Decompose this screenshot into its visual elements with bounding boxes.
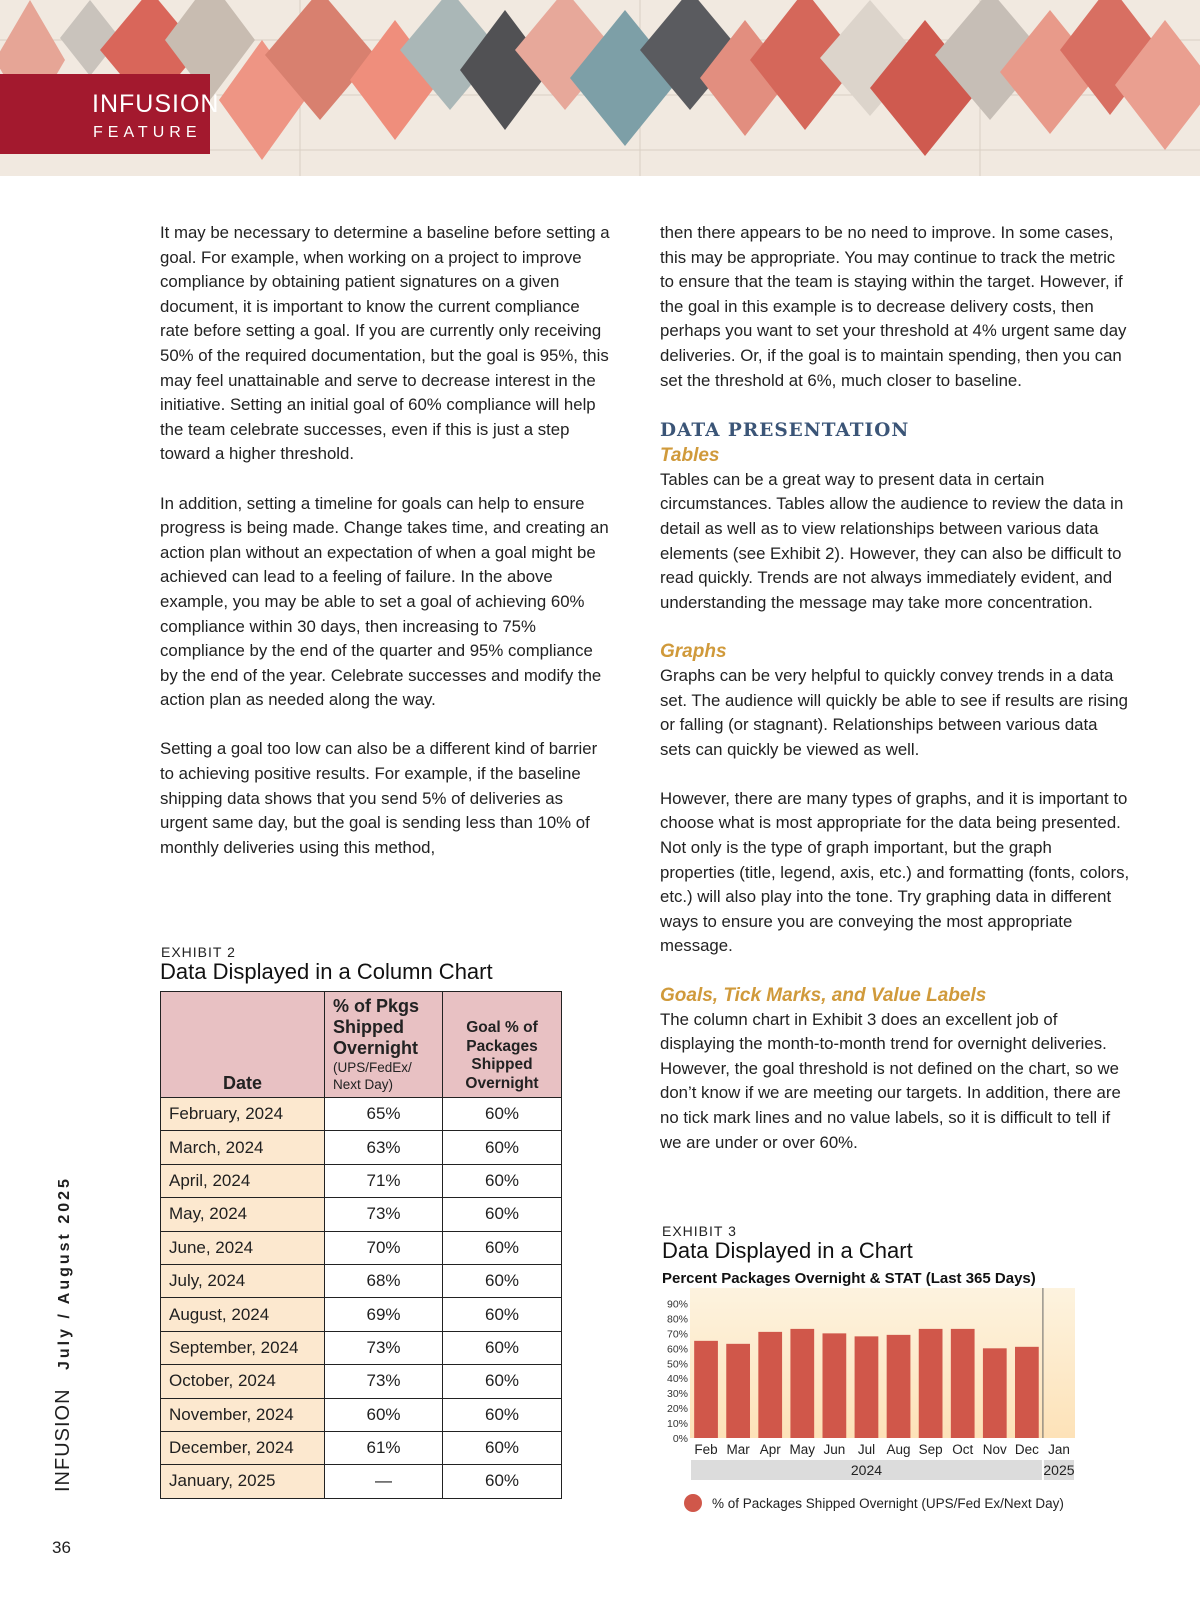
x-tick-label: Sep <box>918 1442 943 1457</box>
row-pct: 71% <box>325 1164 443 1197</box>
chart-svg <box>660 1266 1090 1516</box>
row-goal: 60% <box>443 1098 562 1131</box>
row-goal: 60% <box>443 1231 562 1264</box>
side-brand: INFUSION <box>52 1388 74 1492</box>
y-tick-label: 10% <box>666 1418 688 1431</box>
left-column <box>160 221 610 885</box>
header-pct-pkgs-sub: (UPS/FedEx/ Next Day) <box>333 1060 412 1092</box>
row-date: October, 2024 <box>161 1365 325 1398</box>
row-pct: 65% <box>325 1098 443 1131</box>
row-date: February, 2024 <box>161 1098 325 1131</box>
y-tick-label: 70% <box>666 1328 688 1341</box>
side-issue-label <box>52 1176 75 1492</box>
paragraph: Tables can be a great way to present data in certain circumstances. Tables allow the audience to review the data in detail as well as to view relationships between various data elements (see Exhibit 2). However, they can also be difficult to read quickly. Trends are not always immediately evident, and understanding the message may take more concentration. <box>660 469 1124 612</box>
page-number: 36 <box>52 1538 71 1557</box>
row-goal: 60% <box>443 1164 562 1197</box>
row-pct: 73% <box>325 1331 443 1364</box>
header-banner <box>0 0 1200 176</box>
table-row <box>161 1198 562 1231</box>
year-label: 2024 <box>850 1462 883 1478</box>
paragraph: However, there are many types of graphs, and it is important to choose what is most appropriate for the data being presented. Not only is the type of graph important, but the graph properties (title, legend, axis, etc.) and formatting (fonts, colors, etc.) will also play into the tone. Try graphing data in different ways to ensure you are conveying the most appropriate message. <box>660 788 1130 956</box>
x-tick-label: Mar <box>726 1442 750 1457</box>
chart-bar <box>919 1329 943 1438</box>
header-goal: Goal % of Packages Shipped Overnight <box>443 992 562 1098</box>
row-goal: 60% <box>443 1331 562 1364</box>
table-row <box>161 1164 562 1197</box>
row-pct: 69% <box>325 1298 443 1331</box>
chart-bar <box>790 1329 814 1438</box>
row-date: August, 2024 <box>161 1298 325 1331</box>
table-row <box>161 1131 562 1164</box>
chart-bar <box>758 1332 782 1438</box>
table-row <box>161 1365 562 1398</box>
row-date: January, 2025 <box>161 1465 325 1498</box>
x-tick-label: Aug <box>886 1442 911 1457</box>
paragraph: It may be necessary to determine a baseline before setting a goal. For example, when working on a project to improve compliance by obtaining patient signatures on a given document, it is important to know the current compliance rate before setting a goal. If you are currently only receiving 50% of the required documentation, but the goal is 95%, this may feel unattainable and serve to decrease interest in the initiative. Setting an initial goal of 60% compliance will help the team celebrate successes, even if this is just a step toward a higher threshold. <box>160 223 610 464</box>
section-label: FEATURE <box>93 124 202 141</box>
brand-logo: INFUSION <box>92 90 220 118</box>
brand-box <box>0 74 220 154</box>
subheading-tables: Tables <box>660 444 720 466</box>
row-goal: 60% <box>443 1431 562 1464</box>
y-tick-label: 80% <box>666 1313 688 1326</box>
row-pct: 63% <box>325 1131 443 1164</box>
chart-title: Percent Packages Overnight & STAT (Last 365 Days) <box>662 1270 1036 1287</box>
paragraph: Graphs can be very helpful to quickly convey trends in a data set. The audience will quickly be able to see if results are rising or falling (or stagnant). Relationships between various data sets can quickly be viewed as well. <box>660 665 1128 759</box>
section-heading: DATA PRESENTATION <box>660 419 910 441</box>
paragraph: In addition, setting a timeline for goals can help to ensure progress is being made. Change takes time, and creating an action plan without an expectation of when a goal might be achieved can lead to a feeling of failure. In the above example, you may be able to set a goal of achieving 60% compliance within 30 days, then increasing to 75% compliance by the end of the quarter and 95% compliance by the end of the year. Celebrate successes and modify the action plan as needed along the way. <box>160 493 609 710</box>
x-tick-label: May <box>789 1442 816 1457</box>
right-column <box>660 221 1130 1180</box>
chart-bar <box>823 1333 847 1438</box>
table-body <box>161 1098 562 1499</box>
row-date: May, 2024 <box>161 1198 325 1231</box>
table-row <box>161 1264 562 1297</box>
paragraph: Setting a goal too low can also be a different kind of barrier to achieving positive results. For example, if the baseline shipping data shows that you send 5% of deliveries as urgent same day, but the goal is sending less than 10% of monthly deliveries using this method, <box>160 739 598 857</box>
year-label: 2025 <box>1043 1462 1075 1478</box>
chart-bar <box>694 1341 718 1438</box>
row-goal: 60% <box>443 1264 562 1297</box>
row-date: September, 2024 <box>161 1331 325 1364</box>
chart-bar <box>983 1348 1007 1438</box>
header-pct-pkgs-main: % of Pkgs Shipped Overnight <box>333 996 420 1058</box>
row-date: December, 2024 <box>161 1431 325 1464</box>
chart-bar <box>887 1335 911 1438</box>
row-goal: 60% <box>443 1131 562 1164</box>
row-goal: 60% <box>443 1465 562 1498</box>
table-row <box>161 1398 562 1431</box>
exhibit-3-title: Data Displayed in a Chart <box>662 1238 913 1263</box>
y-tick-label: 20% <box>666 1403 688 1416</box>
table-row <box>161 1331 562 1364</box>
row-goal: 60% <box>443 1365 562 1398</box>
x-tick-label: Jan <box>1048 1442 1070 1457</box>
row-pct: 68% <box>325 1264 443 1297</box>
row-pct: 70% <box>325 1231 443 1264</box>
exhibit-2-label: EXHIBIT 2 <box>161 944 236 960</box>
legend-label: % of Packages Shipped Overnight (UPS/Fed Ex/Next Day) <box>712 1496 1064 1511</box>
y-tick-label: 50% <box>666 1358 688 1371</box>
y-tick-label: 30% <box>666 1388 688 1401</box>
table-row <box>161 1465 562 1498</box>
exhibit-2-table <box>160 991 562 1499</box>
row-date: April, 2024 <box>161 1164 325 1197</box>
x-tick-label: Jun <box>823 1442 846 1457</box>
y-tick-label: 0% <box>672 1433 688 1445</box>
row-date: July, 2024 <box>161 1264 325 1297</box>
x-tick-label: Nov <box>982 1442 1007 1457</box>
table-row <box>161 1431 562 1464</box>
row-pct: 73% <box>325 1365 443 1398</box>
x-tick-label: Feb <box>694 1442 718 1457</box>
row-goal: 60% <box>443 1398 562 1431</box>
header-date: Date <box>161 992 325 1098</box>
row-pct: — <box>325 1465 443 1498</box>
y-tick-label: 40% <box>666 1373 688 1386</box>
header-pct-pkgs <box>325 992 443 1098</box>
row-date: June, 2024 <box>161 1231 325 1264</box>
x-tick-label: Oct <box>952 1442 974 1457</box>
paragraph: then there appears to be no need to improve. In some cases, this may be appropriate. You may continue to track the metric to ensure that the team is staying within the target. However, if the goal in this example is to decrease delivery costs, then perhaps you want to set your threshold at 4% urgent same day deliveries. Or, if the goal is to maintain spending, then you can set the threshold at 6%, much closer to baseline. <box>660 223 1127 390</box>
y-tick-label: 60% <box>666 1343 688 1356</box>
table-row <box>161 1231 562 1264</box>
table-row <box>161 1298 562 1331</box>
legend-marker <box>684 1494 702 1512</box>
table-header-row <box>161 992 562 1098</box>
x-tick-label: Dec <box>1014 1442 1039 1457</box>
exhibit-3-label: EXHIBIT 3 <box>662 1223 737 1239</box>
x-tick-label: Jul <box>857 1442 876 1457</box>
exhibit-3-chart <box>660 1266 1090 1516</box>
row-pct: 61% <box>325 1431 443 1464</box>
subheading-graphs: Graphs <box>660 640 727 662</box>
exhibit-2-title: Data Displayed in a Column Chart <box>160 959 493 984</box>
chart-bar <box>855 1336 879 1438</box>
row-pct: 73% <box>325 1198 443 1231</box>
y-tick-label: 90% <box>666 1298 688 1311</box>
row-goal: 60% <box>443 1298 562 1331</box>
table-row <box>161 1098 562 1131</box>
row-date: March, 2024 <box>161 1131 325 1164</box>
paragraph: The column chart in Exhibit 3 does an excellent job of displaying the month-to-month trend for overnight deliveries. However, the goal threshold is not defined on the chart, so we don’t know if we are meeting our targets. In addition, there are no tick mark lines and no value labels, so it is difficult to tell if we are under or over 60%. <box>660 1009 1121 1152</box>
x-tick-label: Apr <box>759 1442 781 1457</box>
side-issue-date: July / August 2025 <box>56 1176 73 1370</box>
row-date: November, 2024 <box>161 1398 325 1431</box>
row-goal: 60% <box>443 1198 562 1231</box>
chart-bar <box>726 1344 750 1438</box>
chart-bar <box>1015 1347 1039 1438</box>
chart-bar <box>951 1329 975 1438</box>
row-pct: 60% <box>325 1398 443 1431</box>
subheading-goals: Goals, Tick Marks, and Value Labels <box>660 984 987 1006</box>
